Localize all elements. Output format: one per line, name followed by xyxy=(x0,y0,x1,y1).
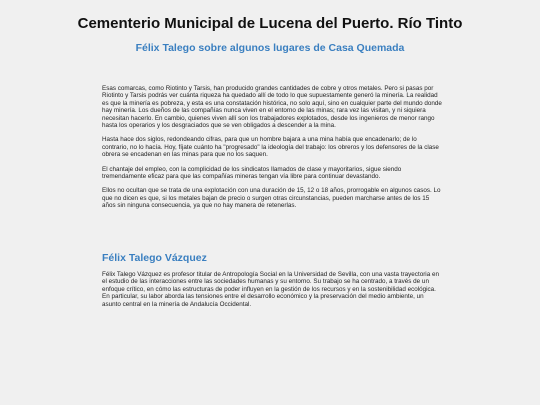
article-body xyxy=(102,85,442,217)
author-bio xyxy=(102,271,442,308)
author-bio-text: Félix Talego Vázquez es profesor titular de Antropología Social en la Universidad de Sevilla, con una vasta trayectoria en el estudio de las interacciones entre las sociedades humanas y su entorno. Su trabajo se ha centrado, a través de un enfoque crítico, en cómo las estructuras de poder influyen en la gestión de los recursos y en la sostenibilidad ecológica. En particular, su labor aborda las tensiones entre el desarrollo económico y la preservación del medio ambiente, un asunto central en la minería de Andalucía Occidental. xyxy=(102,271,439,308)
author-heading: Félix Talego Vázquez xyxy=(102,252,207,264)
page-subtitle: Félix Talego sobre algunos lugares de Casa Quemada xyxy=(135,42,405,54)
article-paragraph: Esas comarcas, como Riotinto y Tarsis, han producido grandes cantidades de cobre y otros metales. Pero si pasas por Riotinto y Tarsis podrás ver cuánta riqueza ha quedado allí de todo lo que supuestamente generó la minería. La realidad es que la minería es pobreza, y esta es una constatación histórica, no solo aquí, sino en cualquier parte del mundo donde hay minería. Los dueños de las compañías nunca viven en el entorno de las minas; rara vez las visitan, y ni siquiera necesitan hacerlo. En cambio, quienes viven allí son los trabajadores explotados, desde los ingenieros de menor rango hasta los operarios y los desgraciados que se ven obligados a descender a la mina. xyxy=(102,85,442,130)
article-paragraph: El chantaje del empleo, con la complicidad de los sindicatos llamados de clase y mayoritarios, sigue siendo tremendamente eficaz para que las compañías mineras tengan vía libre para continuar devastando. xyxy=(102,165,402,181)
page-title: Cementerio Municipal de Lucena del Puerto. Río Tinto xyxy=(77,15,463,32)
article-paragraph: Ellos no ocultan que se trata de una explotación con una duración de 15, 12 o 18 años, prorrogable en algunos casos. Lo que no dicen es que, si los metales bajan de precio o surgen otras circunstancias, pueden marcharse antes de los 15 años sin ninguna consecuencia, ya que no hay manera de retenerlas. xyxy=(102,187,441,210)
article-paragraph: Hasta hace dos siglos, redondeando cifras, para que un hombre bajara a una mina había que encadenarlo; de lo contrario, no lo hacía. Hoy, fíjate cuánto ha "progresado" la ideología del trabajo: los obreros y los defensores de la clase obrera se encadenan en las minas para que no los saquen. xyxy=(102,136,439,159)
